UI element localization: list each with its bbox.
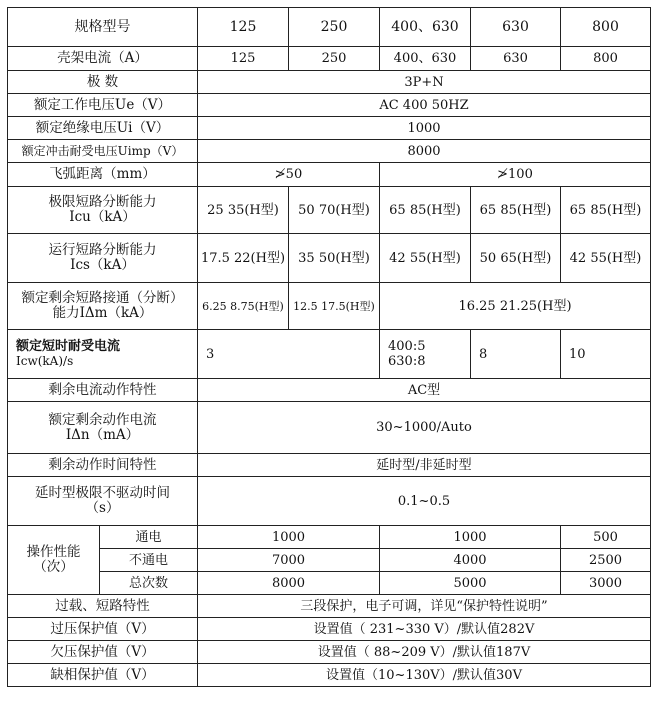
header-label: 规格型号 bbox=[8, 8, 198, 47]
ics-row bbox=[8, 234, 651, 283]
operations-label-line2: （次） bbox=[33, 559, 74, 575]
operations-1-a: 1000 bbox=[198, 526, 380, 549]
residual-current-row bbox=[8, 402, 651, 454]
arc-label: 飞弧距离（mm） bbox=[8, 163, 198, 187]
residual-short-rest: 16.25 21.25(H型) bbox=[380, 283, 651, 330]
arc-row bbox=[8, 163, 651, 187]
operations-row-1 bbox=[8, 526, 651, 549]
frame-current-col-5: 800 bbox=[561, 47, 651, 71]
residual-short-label bbox=[8, 283, 198, 330]
icu-label bbox=[8, 187, 198, 234]
residual-time-value: 延时型/非延时型 bbox=[198, 454, 651, 477]
icu-label-line1: 极限短路分断能力 bbox=[48, 194, 157, 210]
operations-row-2 bbox=[8, 549, 651, 572]
header-col-3: 400、630 bbox=[380, 8, 471, 47]
ics-label-line1: 运行短路分断能力 bbox=[48, 242, 157, 258]
arc-right-value: ≯100 bbox=[380, 163, 651, 187]
frame-current-label: 壳架电流（A） bbox=[8, 47, 198, 71]
residual-current-value: 30~1000/Auto bbox=[198, 402, 651, 454]
operations-3-a: 8000 bbox=[198, 572, 380, 595]
header-col-2: 250 bbox=[289, 8, 380, 47]
uimp-row bbox=[8, 140, 651, 163]
uimp-value: 8000 bbox=[198, 140, 651, 163]
icw-col-3 bbox=[380, 330, 471, 379]
ics-col-5: 42 55(H型) bbox=[561, 234, 651, 283]
ics-label-line2: Ics（kA） bbox=[70, 257, 135, 273]
icw-col-5: 10 bbox=[561, 330, 651, 379]
operations-sub-3: 总次数 bbox=[100, 572, 198, 595]
header-col-1: 125 bbox=[198, 8, 289, 47]
operations-2-a: 7000 bbox=[198, 549, 380, 572]
ue-value: AC 400 50HZ bbox=[198, 94, 651, 117]
delay-limit-label-line1: 延时型极限不驱动时间 bbox=[35, 485, 170, 501]
delay-limit-row bbox=[8, 477, 651, 526]
frame-current-col-1: 125 bbox=[198, 47, 289, 71]
icu-col-1: 25 35(H型) bbox=[198, 187, 289, 234]
undervoltage-label: 欠压保护值（V） bbox=[8, 641, 198, 664]
frame-current-col-2: 250 bbox=[289, 47, 380, 71]
icw-col-4: 8 bbox=[471, 330, 561, 379]
operations-3-b: 5000 bbox=[380, 572, 561, 595]
ue-label: 额定工作电压Ue（V） bbox=[8, 94, 198, 117]
operations-1-b: 1000 bbox=[380, 526, 561, 549]
header-col-4: 630 bbox=[471, 8, 561, 47]
icw-col-3-line1: 400:5 bbox=[388, 339, 426, 354]
header-row bbox=[8, 8, 651, 47]
delay-limit-value: 0.1~0.5 bbox=[198, 477, 651, 526]
icu-col-3: 65 85(H型) bbox=[380, 187, 471, 234]
icu-label-line2: Icu（kA） bbox=[69, 209, 136, 225]
poles-row bbox=[8, 71, 651, 94]
icw-col-3-line2: 630:8 bbox=[388, 354, 426, 369]
overvoltage-row bbox=[8, 618, 651, 641]
delay-limit-label bbox=[8, 477, 198, 526]
residual-char-value: AC型 bbox=[198, 379, 651, 402]
poles-value: 3P+N bbox=[198, 71, 651, 94]
residual-short-col-1: 6.25 8.75(H型) bbox=[198, 283, 289, 330]
operations-label bbox=[8, 526, 100, 595]
residual-short-row bbox=[8, 283, 651, 330]
phase-loss-label: 缺相保护值（V） bbox=[8, 664, 198, 687]
residual-current-label-line1: 额定剩余动作电流 bbox=[48, 411, 157, 428]
phase-loss-value: 设置值（10~130V）/默认值30V bbox=[198, 664, 651, 687]
residual-current-label-line2: IΔn（mA） bbox=[65, 426, 140, 443]
icu-row bbox=[8, 187, 651, 234]
ics-col-3: 42 55(H型) bbox=[380, 234, 471, 283]
poles-label: 极 数 bbox=[8, 71, 198, 94]
ui-row bbox=[8, 117, 651, 140]
spec-table bbox=[7, 7, 651, 687]
frame-current-row bbox=[8, 47, 651, 71]
icw-label bbox=[8, 330, 198, 379]
residual-short-label-line2: 能力IΔm（kA） bbox=[52, 305, 153, 321]
residual-short-col-2: 12.5 17.5(H型) bbox=[289, 283, 380, 330]
overvoltage-value: 设置值（ 231~330 V）/默认值282V bbox=[198, 618, 651, 641]
header-col-5: 800 bbox=[561, 8, 651, 47]
operations-2-c: 2500 bbox=[561, 549, 651, 572]
operations-3-c: 3000 bbox=[561, 572, 651, 595]
icu-col-5: 65 85(H型) bbox=[561, 187, 651, 234]
residual-time-row bbox=[8, 454, 651, 477]
uimp-label: 额定冲击耐受电压Uimp（V） bbox=[8, 140, 198, 163]
overload-value: 三段保护，电子可调，详见“保护特性说明” bbox=[198, 595, 651, 618]
icu-col-4: 65 85(H型) bbox=[471, 187, 561, 234]
undervoltage-row bbox=[8, 641, 651, 664]
ics-col-4: 50 65(H型) bbox=[471, 234, 561, 283]
operations-1-c: 500 bbox=[561, 526, 651, 549]
undervoltage-value: 设置值（ 88~209 V）/默认值187V bbox=[198, 641, 651, 664]
ui-label: 额定绝缘电压Ui（V） bbox=[8, 117, 198, 140]
ics-col-2: 35 50(H型) bbox=[289, 234, 380, 283]
operations-row-3 bbox=[8, 572, 651, 595]
frame-current-col-4: 630 bbox=[471, 47, 561, 71]
residual-current-label bbox=[8, 402, 198, 454]
residual-time-label: 剩余动作时间特性 bbox=[8, 454, 198, 477]
operations-2-b: 4000 bbox=[380, 549, 561, 572]
residual-char-label: 剩余电流动作特性 bbox=[8, 379, 198, 402]
icw-row bbox=[8, 330, 651, 379]
overload-label: 过载、短路特性 bbox=[8, 595, 198, 618]
operations-sub-2: 不通电 bbox=[100, 549, 198, 572]
ics-label bbox=[8, 234, 198, 283]
frame-current-col-3: 400、630 bbox=[380, 47, 471, 71]
ue-row bbox=[8, 94, 651, 117]
operations-label-line1: 操作性能 bbox=[26, 544, 81, 560]
residual-char-row bbox=[8, 379, 651, 402]
overload-row bbox=[8, 595, 651, 618]
operations-sub-1: 通电 bbox=[100, 526, 198, 549]
icu-col-2: 50 70(H型) bbox=[289, 187, 380, 234]
residual-short-label-line1: 额定剩余短路接通（分断） bbox=[21, 290, 184, 306]
ics-col-1: 17.5 22(H型) bbox=[198, 234, 289, 283]
overvoltage-label: 过压保护值（V） bbox=[8, 618, 198, 641]
icw-label-line1: 额定短时耐受电流 bbox=[16, 339, 121, 354]
ui-value: 1000 bbox=[198, 117, 651, 140]
icw-label-line2: Icw(kA)/s bbox=[16, 354, 74, 368]
icw-col-1: 3 bbox=[198, 330, 380, 379]
arc-left-value: ≯50 bbox=[198, 163, 380, 187]
phase-loss-row bbox=[8, 664, 651, 687]
delay-limit-label-line2: （s） bbox=[85, 500, 120, 516]
